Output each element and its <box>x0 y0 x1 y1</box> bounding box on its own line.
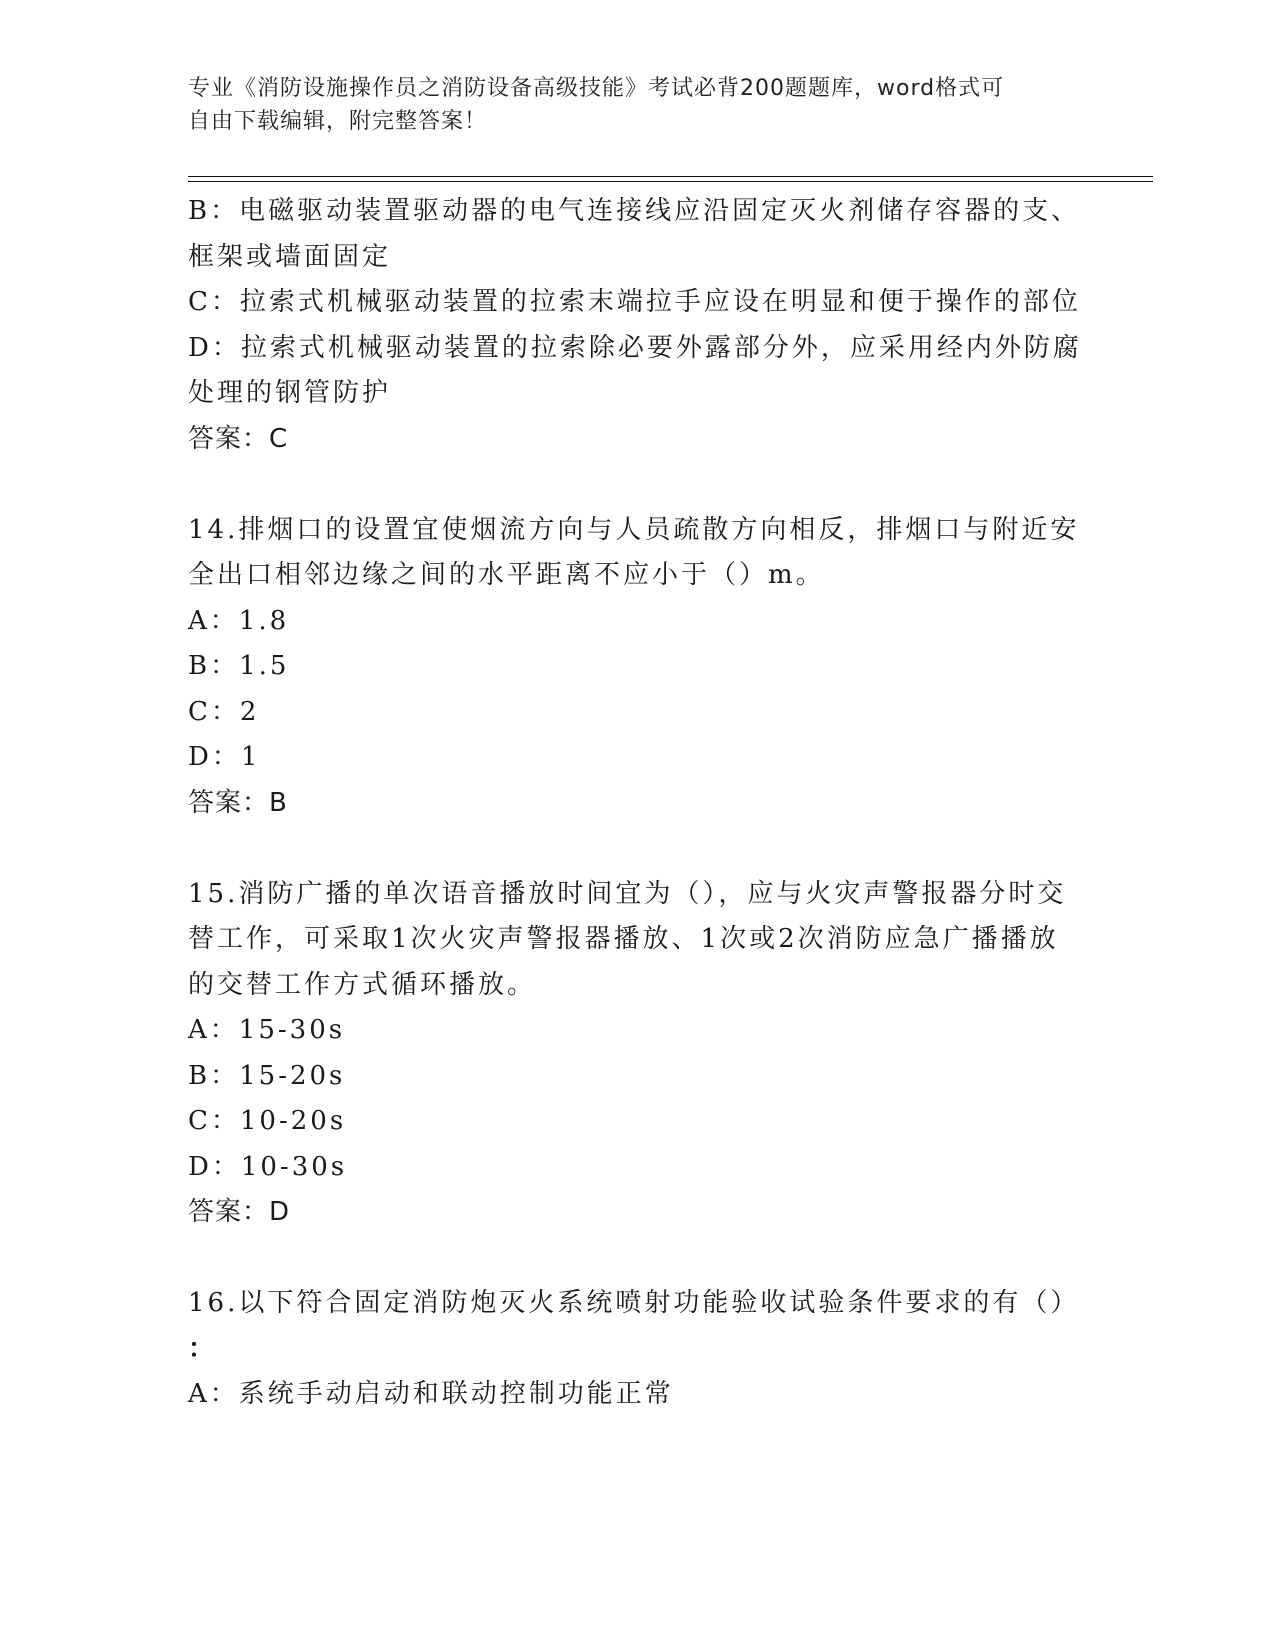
page-header <box>188 72 1068 138</box>
q15-stem-line-3: 的交替工作方式循环播放。 <box>188 969 537 1000</box>
q14-option-c: C：2 <box>188 696 260 727</box>
q13-option-d-line-2: 处理的钢管防护 <box>188 378 392 408</box>
question-15 <box>188 872 1088 1236</box>
q13-option-d-line-1: D：拉索式机械驱动装置的拉索除必要外露部分外，应采用经内外防腐 <box>188 332 1082 363</box>
header-line-2: 自由下载编辑，附完整答案！ <box>188 109 488 134</box>
header-divider-bottom <box>188 181 1153 182</box>
spacer <box>188 462 1088 508</box>
question-content <box>188 189 1088 1418</box>
q15-stem-line-1: 15.消防广播的单次语音播放时间宜为（），应与火灾声警报器分时交 <box>188 878 1067 909</box>
q13-option-b-line-2: 框架或墙面固定 <box>188 241 392 272</box>
q13-option-c: C：拉索式机械驱动装置的拉索末端拉手应设在明显和便于操作的部位 <box>188 287 1081 317</box>
q16-stem-line-2: ： <box>188 1333 218 1364</box>
q15-option-b: B：15-20s <box>188 1060 346 1091</box>
q15-option-d: D：10-30s <box>188 1151 348 1182</box>
question-14 <box>188 508 1088 827</box>
q13-option-b-line-1: B：电磁驱动装置驱动器的电气连接线应沿固定灭火剂储存容器的支、 <box>188 196 1081 226</box>
q16-option-a: A：系统手动启动和联动控制功能正常 <box>188 1379 674 1409</box>
question-16 <box>188 1281 1088 1418</box>
spacer <box>188 826 1088 872</box>
q15-stem-line-2: 替工作，可采取1次火灾声警报器播放、1次或2次消防应急广播播放 <box>188 924 1059 954</box>
q14-option-a: A：1.8 <box>188 605 290 636</box>
q14-answer: 答案：B <box>188 787 288 818</box>
q16-stem-line-1: 16.以下符合固定消防炮灭火系统喷射功能验收试验条件要求的有（） <box>188 1288 1080 1318</box>
spacer <box>188 1236 1088 1282</box>
q14-option-d: D：1 <box>188 742 261 772</box>
question-13 <box>188 189 1088 462</box>
q15-answer: 答案：D <box>188 1197 291 1227</box>
q14-option-b: B：1.5 <box>188 651 290 681</box>
header-line-1: 专业《消防设施操作员之消防设备高级技能》考试必背200题题库，word格式可 <box>188 76 1005 101</box>
q14-stem-line-2: 全出口相邻边缘之间的水平距离不应小于（）m。 <box>188 560 825 590</box>
header-divider-top <box>188 176 1153 177</box>
q13-answer: 答案：C <box>188 423 289 454</box>
q15-option-a: A：15-30s <box>188 1015 346 1045</box>
q14-stem-line-1: 14.排烟口的设置宜使烟流方向与人员疏散方向相反，排烟口与附近安 <box>188 514 1080 545</box>
q15-option-c: C：10-20s <box>188 1106 347 1136</box>
